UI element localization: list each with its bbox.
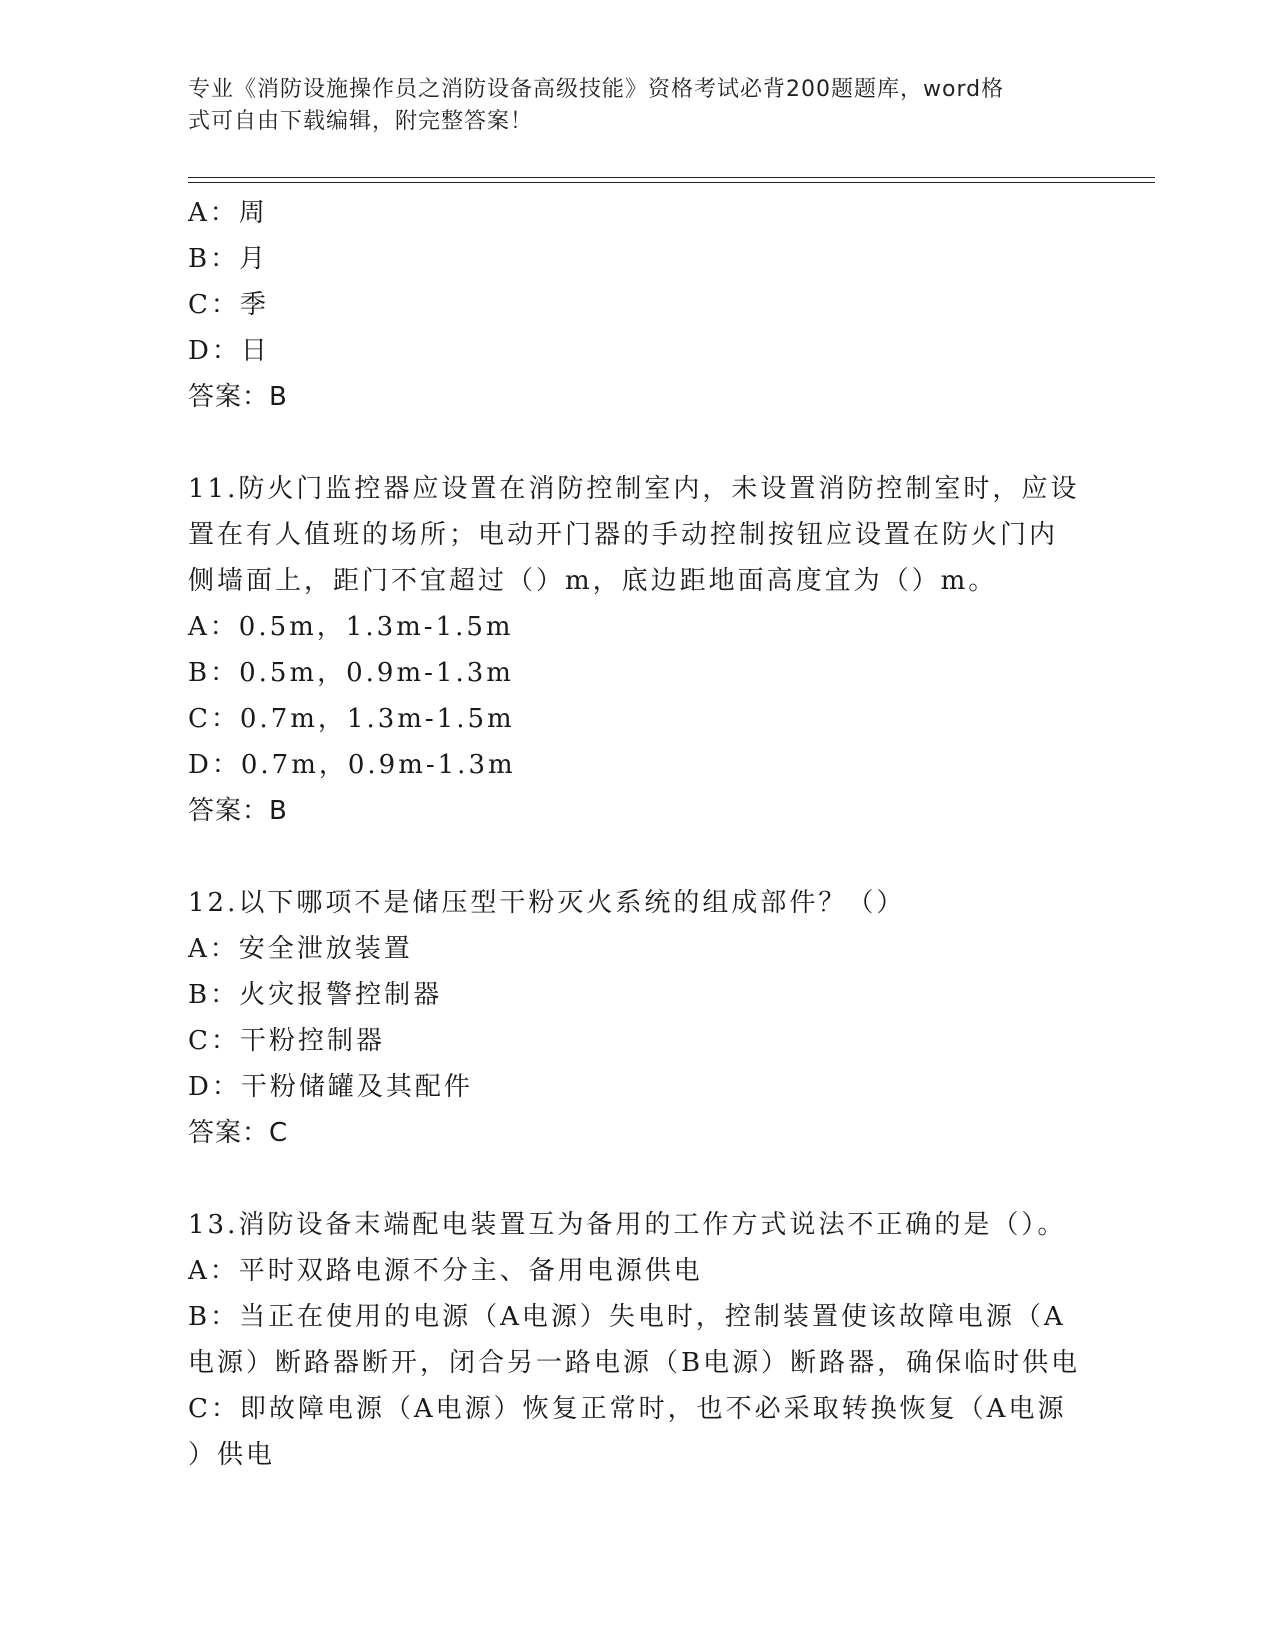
option-c: C：季 xyxy=(188,290,269,320)
option-a: A：周 xyxy=(188,198,268,228)
option-c: C：干粉控制器 xyxy=(188,1026,385,1056)
header-divider-top xyxy=(188,177,1155,178)
header-line-2: 式可自由下载编辑，附完整答案！ xyxy=(188,109,534,134)
question-text-line: 12.以下哪项不是储压型干粉灭火系统的组成部件？（） xyxy=(188,888,906,918)
spacer xyxy=(188,420,1088,466)
spacer xyxy=(188,1156,1088,1202)
question-10 xyxy=(188,190,1088,420)
option-d: D：干粉储罐及其配件 xyxy=(188,1072,473,1102)
question-text-line: 侧墙面上，距门不宜超过（）m，底边距地面高度宜为（）m。 xyxy=(188,566,998,596)
option-b-continued: 电源）断路器断开，闭合另一路电源（B电源）断路器，确保临时供电 xyxy=(188,1348,1081,1378)
option-a: A：0.5m，1.3m-1.5m xyxy=(188,612,514,642)
question-11 xyxy=(188,466,1088,834)
option-c-continued: ）供电 xyxy=(188,1440,276,1470)
option-d: D：0.7m，0.9m-1.3m xyxy=(188,750,516,780)
question-text-line: 11.防火门监控器应设置在消防控制室内，未设置消防控制室时，应设 xyxy=(188,474,1080,504)
answer: 答案：B xyxy=(188,796,288,826)
header-divider-bottom xyxy=(188,182,1155,183)
option-c: C：即故障电源（A电源）恢复正常时，也不必采取转换恢复（A电源 xyxy=(188,1394,1067,1424)
option-c: C：0.7m，1.3m-1.5m xyxy=(188,704,515,734)
option-d: D：日 xyxy=(188,336,270,366)
spacer xyxy=(188,834,1088,880)
header-line-1: 专业《消防设施操作员之消防设备高级技能》资格考试必背200题题库，word格 xyxy=(188,77,1005,102)
question-text-line: 置在有人值班的场所；电动开门器的手动控制按钮应设置在防火门内 xyxy=(188,520,1059,550)
option-b: B：月 xyxy=(188,244,269,274)
option-b: B：火灾报警控制器 xyxy=(188,980,443,1010)
answer: 答案：C xyxy=(188,1118,289,1148)
document-header xyxy=(188,74,1068,138)
option-b: B：0.5m，0.9m-1.3m xyxy=(188,658,514,688)
option-a: A：安全泄放装置 xyxy=(188,934,413,964)
question-12 xyxy=(188,880,1088,1156)
answer: 答案：B xyxy=(188,382,288,412)
question-13 xyxy=(188,1202,1088,1478)
question-text-line: 13.消防设备末端配电装置互为备用的工作方式说法不正确的是（）。 xyxy=(188,1210,1067,1240)
option-a: A：平时双路电源不分主、备用电源供电 xyxy=(188,1256,703,1286)
option-b: B：当正在使用的电源（A电源）失电时，控制装置使该故障电源（A xyxy=(188,1302,1066,1332)
question-list xyxy=(188,190,1088,1478)
